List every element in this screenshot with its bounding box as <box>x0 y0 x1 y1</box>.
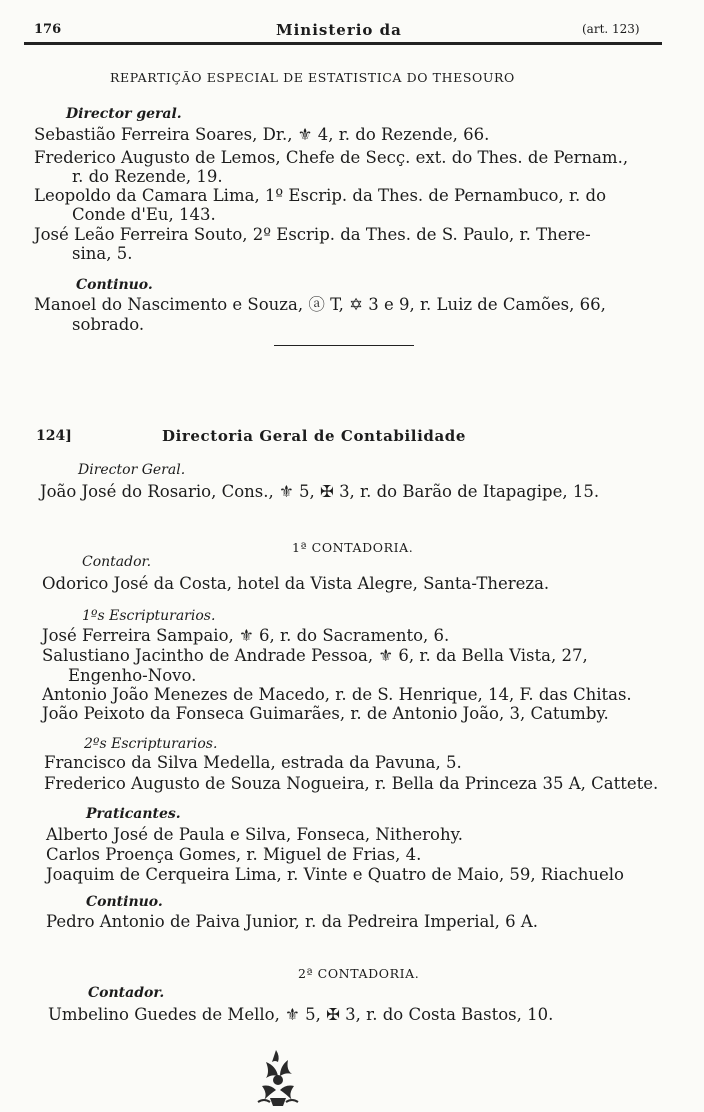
list-item: João José do Rosario, Cons., ⚜ 5, ✠ 3, r. do Barão de Itapagipe, 15. <box>40 482 600 501</box>
article-reference: (art. 123) <box>582 22 640 36</box>
list-item: Pedro Antonio de Paiva Junior, r. da Pedreira Imperial, 6 A. <box>46 912 538 931</box>
section-divider <box>274 345 414 346</box>
list-item: José Ferreira Sampaio, ⚜ 6, r. do Sacramento, 6. <box>42 626 450 645</box>
list-item: Francisco da Silva Medella, estrada da Pavuna, 5. <box>44 753 462 772</box>
section-title-contabilidade: Directoria Geral de Contabilidade <box>162 427 467 445</box>
group-title-primeiros-escripturarios: 1ºs Escripturarios. <box>82 608 216 624</box>
contadoria-heading-1: 1ª CONTADORIA. <box>292 540 414 555</box>
running-title: Ministerio da <box>276 21 402 39</box>
list-item: Carlos Proença Gomes, r. Miguel de Frias, 4. <box>46 845 422 864</box>
list-item-continuation: sobrado. <box>72 315 145 334</box>
list-item: Manoel do Nascimento e Souza, ⓐ T, ✡ 3 e 9, r. Luiz de Camões, 66, <box>34 295 606 314</box>
list-item-continuation: Conde d'Eu, 143. <box>72 205 216 224</box>
group-title-director-geral: Director geral. <box>66 106 182 122</box>
group-title-contador: Contador. <box>82 554 152 570</box>
list-item: Antonio João Menezes de Macedo, r. de S. Henrique, 14, F. das Chitas. <box>42 685 632 704</box>
list-item: José Leão Ferreira Souto, 2º Escrip. da Thes. de S. Paulo, r. There- <box>34 225 591 244</box>
list-item: João Peixoto da Fonseca Guimarães, r. de Antonio João, 3, Catumby. <box>42 704 609 723</box>
list-item-continuation: Engenho-Novo. <box>68 666 197 685</box>
group-title-contador-2: Contador. <box>88 985 165 1001</box>
list-item: Frederico Augusto de Lemos, Chefe de Secç. ext. do Thes. de Pernam., <box>34 148 629 167</box>
header-rule <box>24 42 662 45</box>
list-item-continuation: r. do Rezende, 19. <box>72 167 223 186</box>
group-title-praticantes: Praticantes. <box>86 806 181 822</box>
group-title-continuo: Continuo. <box>76 277 153 293</box>
list-item: Odorico José da Costa, hotel da Vista Alegre, Santa-Thereza. <box>42 574 550 593</box>
list-item: Leopoldo da Camara Lima, 1º Escrip. da Thes. de Pernambuco, r. do <box>34 186 607 205</box>
list-item: Sebastião Ferreira Soares, Dr., ⚜ 4, r. do Rezende, 66. <box>34 125 490 144</box>
printer-ornament-icon <box>248 1046 308 1108</box>
list-item: Frederico Augusto de Souza Nogueira, r. Bella da Princeza 35 A, Cattete. <box>44 774 659 793</box>
list-item: Umbelino Guedes de Mello, ⚜ 5, ✠ 3, r. do Costa Bastos, 10. <box>48 1005 554 1024</box>
group-title-continuo-2: Continuo. <box>86 894 163 910</box>
list-item: Salustiano Jacintho de Andrade Pessoa, ⚜ 6, r. da Bella Vista, 27, <box>42 646 588 665</box>
group-title-director-geral-2: Director Geral. <box>78 462 186 478</box>
group-title-segundos-escripturarios: 2ºs Escripturarios. <box>84 736 218 752</box>
list-item-continuation: sina, 5. <box>72 244 133 263</box>
section-heading-estatistica: REPARTIÇÃO ESPECIAL DE ESTATISTICA DO THESOURO <box>110 70 515 85</box>
contadoria-heading-2: 2ª CONTADORIA. <box>298 966 420 981</box>
section-number: 124] <box>36 428 72 444</box>
list-item: Joaquim de Cerqueira Lima, r. Vinte e Quatro de Maio, 59, Riachuelo <box>46 865 624 884</box>
page-number: 176 <box>34 22 62 37</box>
list-item: Alberto José de Paula e Silva, Fonseca, Nitherohy. <box>46 825 463 844</box>
